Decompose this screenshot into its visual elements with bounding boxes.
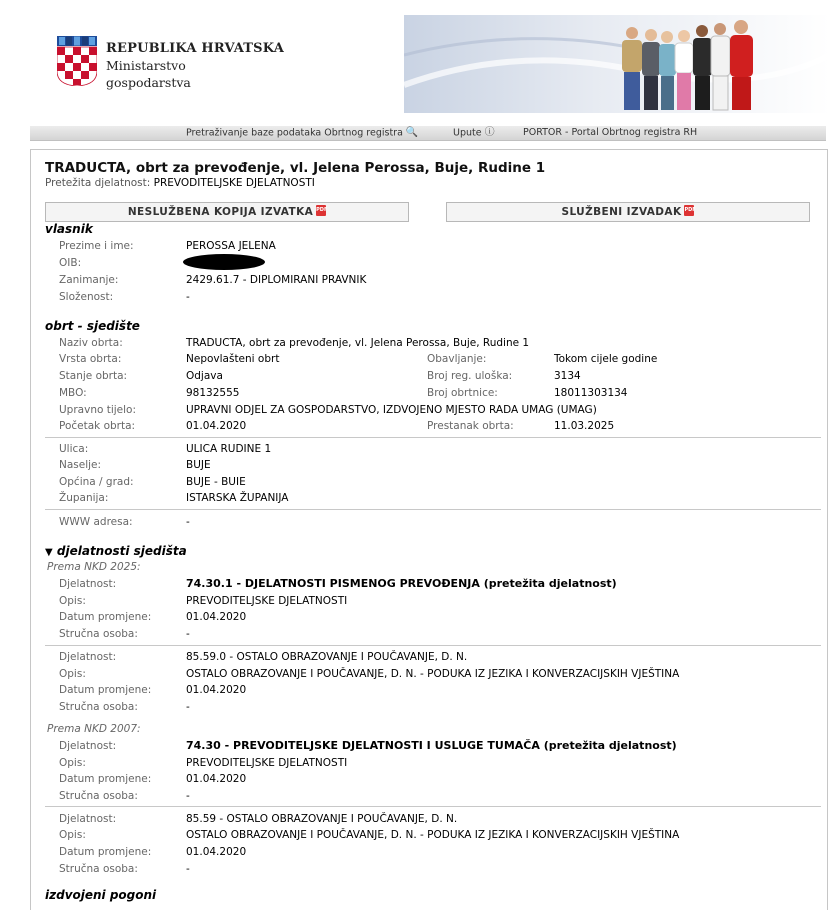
activity-label: Djelatnost:	[59, 740, 117, 752]
section-branches-heading: izdvojeni pogoni	[45, 888, 157, 902]
owner-name-value: PEROSSA JELENA	[186, 240, 276, 252]
nav-help-link[interactable]	[453, 126, 495, 140]
change-date-value: 01.04.2020	[186, 846, 247, 858]
change-date-value: 01.04.2020	[186, 611, 247, 623]
license-number-value: 18011303134	[554, 387, 628, 399]
activity-label: Djelatnost:	[59, 651, 117, 663]
nkd-2025-label: Prema NKD 2025:	[47, 561, 141, 573]
change-date-value: 01.04.2020	[186, 684, 247, 696]
change-date-label: Datum promjene:	[59, 773, 152, 785]
unofficial-copy-label: NESLUŽBENA KOPIJA IZVATKA	[127, 206, 314, 218]
predominant-activity-label: Pretežita djelatnost:	[45, 177, 151, 189]
help-circle-icon: ⓘ	[484, 127, 495, 138]
divider	[45, 645, 821, 646]
description-value: OSTALO OBRAZOVANJE I POUČAVANJE, D. N. - PODUKA IZ JEZIKA I KONVERZACIJSKIH VJEŠTINA	[186, 829, 680, 841]
activity-value: 74.30 - PREVODITELJSKE DJELATNOSTI I USLUGE TUMAČA (pretežita djelatnost)	[186, 739, 677, 752]
nav-portal-link[interactable]	[523, 126, 697, 140]
activity-label: Djelatnost:	[59, 813, 117, 825]
brand-line-1: REPUBLIKA HRVATSKA	[106, 41, 285, 56]
pdf-icon: PDF	[316, 205, 326, 216]
settlement-label: Naselje:	[59, 459, 102, 471]
change-date-label: Datum promjene:	[59, 846, 152, 858]
owner-complexity-label: Složenost:	[59, 291, 114, 303]
expert-label: Stručna osoba:	[59, 701, 138, 713]
reg-number-label: Broj reg. uloška:	[427, 370, 513, 382]
activity-value: 85.59.0 - OSTALO OBRAZOVANJE I POUČAVANJE, D. N.	[186, 651, 468, 663]
change-date-value: 01.04.2020	[186, 773, 247, 785]
business-status-value: Odjava	[186, 370, 223, 382]
nkd-2007-label: Prema NKD 2007:	[47, 723, 141, 735]
performance-label: Obavljanje:	[427, 353, 487, 365]
header-banner-image	[404, 15, 830, 113]
www-label: WWW adresa:	[59, 516, 133, 528]
divider	[45, 437, 821, 438]
mbo-label: MBO:	[59, 387, 87, 399]
section-business-heading: obrt - sjedište	[45, 319, 140, 333]
expert-label: Stručna osoba:	[59, 628, 138, 640]
business-status-label: Stanje obrta:	[59, 370, 128, 382]
top-nav-bar	[30, 126, 826, 141]
official-extract-label: SLUŽBENI IZVADAK	[561, 206, 682, 218]
triangle-down-icon: ▼	[45, 547, 53, 558]
predominant-activity	[45, 177, 315, 189]
owner-oib-label: OIB:	[59, 257, 82, 269]
registry-extract-panel	[30, 149, 828, 910]
expert-value: -	[186, 628, 190, 640]
license-number-label: Broj obrtnice:	[427, 387, 498, 399]
change-date-label: Datum promjene:	[59, 611, 152, 623]
expert-value: -	[186, 790, 190, 802]
start-date-label: Početak obrta:	[59, 420, 136, 432]
activity-label: Djelatnost:	[59, 578, 117, 590]
activity-value: 74.30.1 - DJELATNOSTI PISMENOG PREVOĐENJA (pretežita djelatnost)	[186, 577, 617, 590]
change-date-label: Datum promjene:	[59, 684, 152, 696]
municipality-value: BUJE - BUIE	[186, 476, 246, 488]
owner-name-label: Prezime i ime:	[59, 240, 134, 252]
authority-value: UPRAVNI ODJEL ZA GOSPODARSTVO, IZDVOJENO MJESTO RADA UMAG (UMAG)	[186, 404, 597, 416]
description-value: OSTALO OBRAZOVANJE I POUČAVANJE, D. N. - PODUKA IZ JEZIKA I KONVERZACIJSKIH VJEŠTINA	[186, 668, 680, 680]
activity-value: 85.59 - OSTALO OBRAZOVANJE I POUČAVANJE, D. N.	[186, 813, 458, 825]
divider	[45, 509, 821, 510]
owner-occupation-value: 2429.61.7 - DIPLOMIRANI PRAVNIK	[186, 274, 367, 286]
pdf-icon: PDF	[684, 205, 694, 216]
croatian-coat-of-arms-icon	[57, 36, 97, 86]
county-value: ISTARSKA ŽUPANIJA	[186, 492, 289, 504]
business-type-value: Nepovlašteni obrt	[186, 353, 280, 365]
expert-value: -	[186, 701, 190, 713]
divider	[45, 806, 821, 807]
business-name-value: TRADUCTA, obrt za prevođenje, vl. Jelena Perossa, Buje, Rudine 1	[186, 337, 530, 349]
owner-occupation-label: Zanimanje:	[59, 274, 119, 286]
www-value: -	[186, 516, 190, 528]
description-value: PREVODITELJSKE DJELATNOSTI	[186, 757, 348, 769]
nav-portal-label: PORTOR - Portal Obrtnog registra RH	[523, 127, 698, 138]
expert-label: Stručna osoba:	[59, 790, 138, 802]
description-label: Opis:	[59, 668, 86, 680]
section-activities-heading[interactable]	[45, 544, 187, 558]
mbo-value: 98132555	[186, 387, 240, 399]
section-activities-label: djelatnosti sjedišta	[56, 544, 187, 558]
authority-label: Upravno tijelo:	[59, 404, 137, 416]
business-name-label: Naziv obrta:	[59, 337, 123, 349]
business-type-label: Vrsta obrta:	[59, 353, 122, 365]
expert-label: Stručna osoba:	[59, 863, 138, 875]
street-value: ULICA RUDINE 1	[186, 443, 272, 455]
end-date-label: Prestanak obrta:	[427, 420, 514, 432]
oib-redaction	[183, 254, 265, 270]
owner-complexity-value: -	[186, 291, 190, 303]
description-label: Opis:	[59, 829, 86, 841]
performance-value: Tokom cijele godine	[554, 353, 658, 365]
settlement-value: BUJE	[186, 459, 211, 471]
start-date-value: 01.04.2020	[186, 420, 247, 432]
description-value: PREVODITELJSKE DJELATNOSTI	[186, 595, 348, 607]
municipality-label: Općina / grad:	[59, 476, 134, 488]
end-date-value: 11.03.2025	[554, 420, 615, 432]
expert-value: -	[186, 863, 190, 875]
section-owner-heading: vlasnik	[45, 222, 93, 236]
page-title: TRADUCTA, obrt za prevođenje, vl. Jelena Perossa, Buje, Rudine 1	[45, 160, 546, 176]
unofficial-copy-button[interactable]	[45, 202, 409, 222]
description-label: Opis:	[59, 757, 86, 769]
description-label: Opis:	[59, 595, 86, 607]
nav-search-label: Pretraživanje baze podataka Obrtnog registra	[186, 127, 403, 139]
brand-line-3: gospodarstva	[106, 75, 191, 90]
brand-line-2: Ministarstvo	[106, 58, 186, 73]
nav-search-link[interactable]	[186, 126, 418, 140]
official-extract-button[interactable]	[446, 202, 810, 222]
street-label: Ulica:	[59, 443, 89, 455]
page-header	[0, 0, 830, 125]
nav-help-label: Upute	[453, 127, 482, 139]
ministry-brand[interactable]	[106, 40, 284, 91]
magnifier-icon: 🔍	[405, 127, 419, 138]
county-label: Županija:	[59, 492, 109, 504]
reg-number-value: 3134	[554, 370, 581, 382]
predominant-activity-value: PREVODITELJSKE DJELATNOSTI	[153, 177, 315, 189]
